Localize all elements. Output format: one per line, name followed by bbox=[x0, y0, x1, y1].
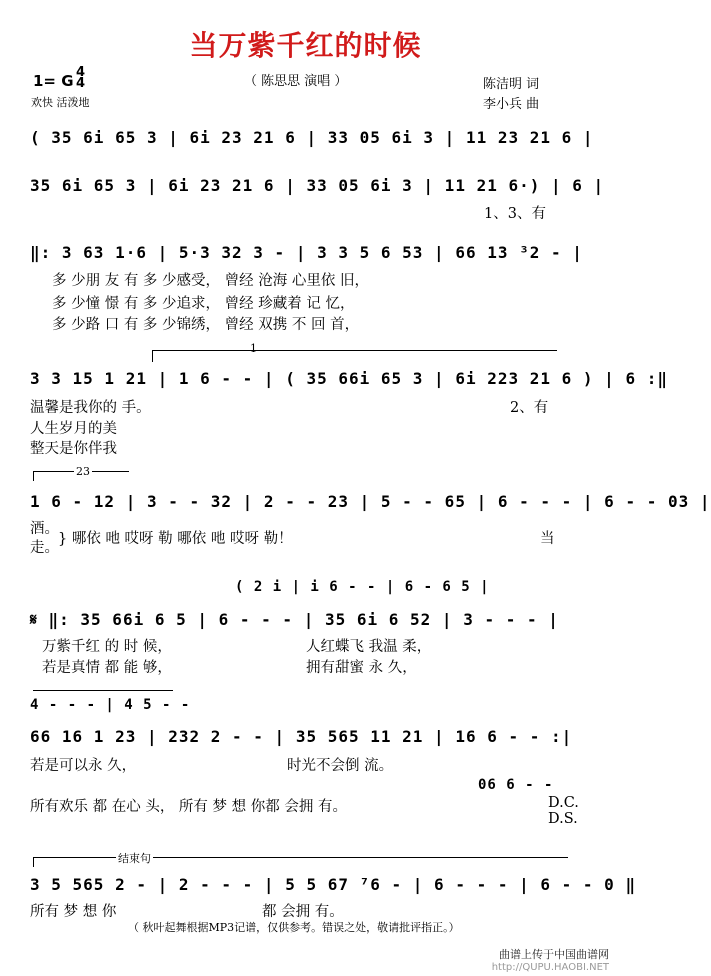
lyric-row-4a: 温馨是我你的 手。 bbox=[30, 400, 151, 416]
volta-1-bracket-start bbox=[152, 350, 153, 362]
score-row-7: 66 16 1 23 | 232 2 - - | 35 565 11 21 | 16 6 - - :| bbox=[30, 727, 573, 746]
volta-23-number: 23 bbox=[76, 465, 90, 478]
lyric-row-7b: 时光不会倒 流。 bbox=[287, 758, 394, 774]
tie-line-row-7 bbox=[33, 690, 173, 691]
lyric-row-6b: 若是真情 都 能 够， bbox=[42, 660, 172, 676]
score-row-6-top: ( 2 i | i 6 - - | 6 - 6 5 | bbox=[235, 579, 490, 595]
lyric-verse-3: 多 少路 口 有 多 少锦绣， 曾经 双携 不 回 首， bbox=[52, 317, 360, 333]
lyric-row-6d: 拥有甜蜜 永 久， bbox=[306, 660, 417, 676]
lyric-row-4c: 整天是你伴我 bbox=[30, 441, 117, 457]
volta-23-bracket-start bbox=[33, 471, 34, 481]
lyric-row-6c: 人红蝶飞 我温 柔， bbox=[306, 639, 432, 655]
time-signature: 4 4 bbox=[76, 65, 86, 91]
lyric-row-9b: 都 会拥 有。 bbox=[262, 904, 344, 920]
lyric-row-5c: } 哪依 吔 哎呀 勒 哪依 吔 哎呀 勒！ bbox=[58, 531, 293, 547]
lyric-row-9a: 所有 梦 想 你 bbox=[30, 904, 117, 920]
lyric-verse-1: 多 少朋 友 有 多 少感受， 曾经 沧海 心里依 旧， bbox=[52, 273, 369, 289]
tempo-marking: 欢快 活泼地 bbox=[31, 96, 90, 109]
lyric-row-6a: 万紫千红 的 时 候， bbox=[42, 639, 172, 655]
lyricist-credit: 陈洁明 词 bbox=[483, 77, 540, 92]
transcription-note: （ 秋叶起舞根据MP3记谱，仅供参考。错误之处，敬请批评指正。） bbox=[128, 921, 460, 934]
score-row-6: 𝄋 ‖: 35 66i 6 5 | 6 - - - | 35 6i 6 52 | 3 - - - | bbox=[30, 610, 559, 629]
lyric-verse-2: 多 少憧 憬 有 多 少追求， 曾经 珍藏着 记 忆， bbox=[52, 296, 355, 312]
volta-1-bracket bbox=[152, 350, 557, 351]
singer-credit: （ 陈思思 演唱 ） bbox=[244, 74, 348, 89]
site-footer bbox=[492, 948, 609, 974]
score-row-1: ( 35 6i 65 3 | 6i 23 21 6 | 33 05 6i 3 | 11 23 21 6 | bbox=[30, 128, 594, 147]
score-row-4: 3 3 15 1 21 | 1 6 - - | ( 35 66i 65 3 | 6i 223 21 6 ) | 6 :‖ bbox=[30, 369, 668, 388]
score-row-2: 35 6i 65 3 | 6i 23 21 6 | 33 05 6i 3 | 11 21 6·) | 6 | bbox=[30, 176, 605, 195]
song-title: 当万紫千红的时候 bbox=[189, 29, 422, 62]
score-row-3: ‖: 3 63 1·6 | 5·3 32 3 - | 3 3 5 6 53 | 66 13 ³2 - | bbox=[30, 243, 583, 262]
volta-1-number: 1 bbox=[250, 342, 257, 355]
da-capo: D.C. bbox=[548, 795, 579, 811]
footer-url: http://QUPU.HAOBI.NET bbox=[491, 962, 609, 973]
lyric-row-8: 所有欢乐 都 在心 头， 所有 梦 想 你都 会拥 有。 bbox=[30, 799, 347, 815]
score-row-7-top: 4 - - - | 4 5 - - bbox=[30, 697, 191, 713]
ending-bracket-start bbox=[33, 857, 34, 867]
composer-credit: 李小兵 曲 bbox=[483, 97, 540, 112]
score-row-5: 1 6 - 12 | 3 - - 32 | 2 - - 23 | 5 - - 65 | 6 - - - | 6 - - 03 | bbox=[30, 492, 711, 511]
footer-line-1: 曲谱上传于中国曲谱网 bbox=[499, 948, 609, 961]
repeat-marker-1-3: 1、3、有 bbox=[484, 206, 546, 222]
lyric-row-7a: 若是可以永 久， bbox=[30, 758, 137, 774]
lyric-row-5b: 走。 bbox=[30, 540, 59, 556]
lyric-row-5a: 酒。 bbox=[30, 521, 59, 537]
score-row-9: 3 5 565 2 - | 2 - - - | 5 5 67 ⁷6 - | 6 - - - | 6 - - 0 ‖ bbox=[30, 875, 637, 894]
key-signature: 1= G bbox=[33, 72, 74, 90]
lyric-row-4b: 人生岁月的美 bbox=[30, 421, 117, 437]
ending-bracket bbox=[33, 857, 568, 858]
dal-segno: D.S. bbox=[548, 811, 578, 827]
repeat-marker-2: 2、有 bbox=[510, 400, 549, 416]
lyric-row-5-dang: 当 bbox=[540, 531, 555, 547]
score-row-8-tail: 06 6 - - bbox=[478, 777, 554, 793]
ending-label: 结束句 bbox=[118, 852, 151, 865]
